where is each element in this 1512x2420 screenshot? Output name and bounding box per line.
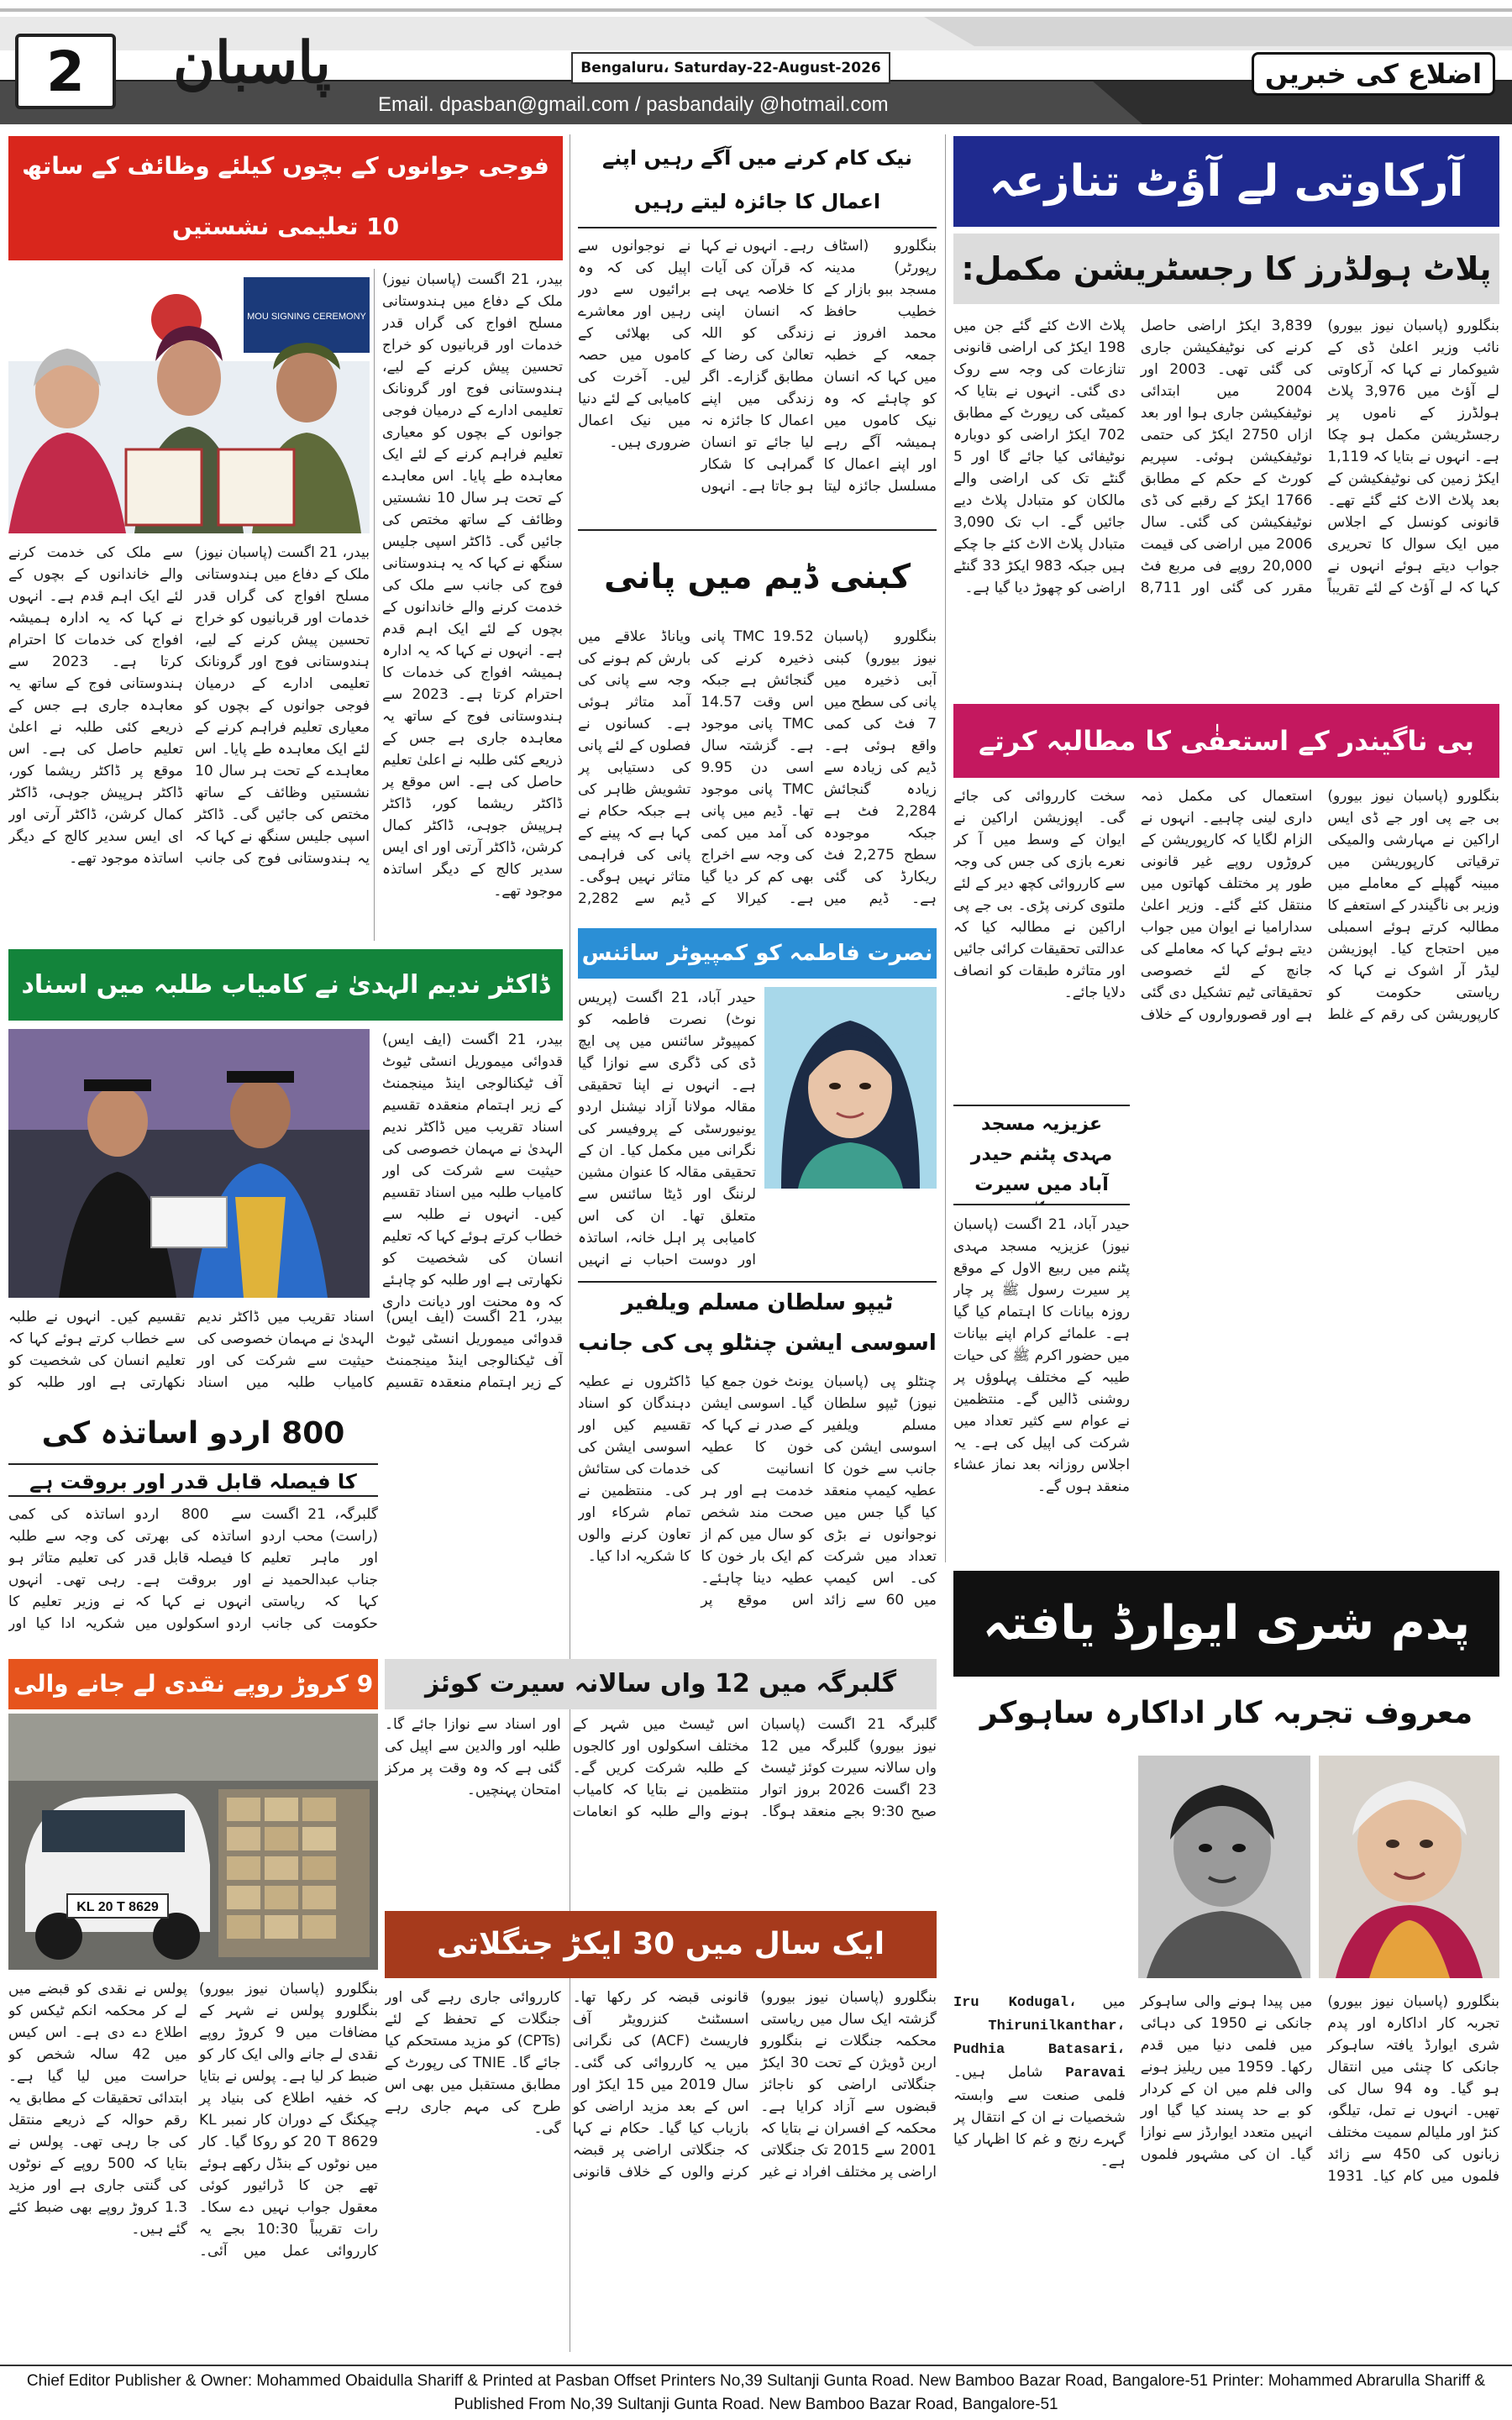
nusrat-body: حیدر آباد، 21 اگست (پریس نوٹ) نصرت فاطمہ کو کمپیوٹر سائنس میں پی ایچ ڈی کی ڈگری سے نوازا گیا ہے۔ انہوں نے اپنا تحقیقی مقالہ مولانا آزاد نیشنل اردو یونیورسٹی کے پروفیسر کی نگرانی میں مکمل کیا۔ ان کے تحقیقی مقالہ کا عنوان مشین لرننگ اور ڈیٹا سائنس سے متعلق تھا۔ ان کی اس کامیابی پر اہل خانہ، اساتذہ اور دوست احباب نے انہیں [578, 990, 756, 1268]
date-line: Bengaluru، Saturday-22-August-2026 [571, 52, 890, 84]
padma-body-2: شامل ہیں۔ فلمی صنعت سے وابستہ شخصیات نے ان کے انتقال پر گہرے رنج و غم کا اظہار کیا ہے۔ [953, 2064, 1126, 2170]
column-divider [374, 269, 375, 941]
footer-line-2: Published From No,39 Sultanji Gunta Road. New Bamboo Bazar Road, Bangalore-51 [454, 2396, 1058, 2413]
cash-body: بنگلورو (پاسبان نیوز بیورو) بنگلورو پولس نے شہر کے مضافات میں 9 کروڑ روپے نقدی لے جانے والی ایک کار کو ضبط کر لیا ہے۔ پولس نے بتایا کہ خفیہ اطلاع کی بنیاد پر چیکنگ کے دوران کار نمبر KL 20 T 8629 کو روکا گیا۔ کار میں نوٹوں کے بنڈل رکھے ہوئے تھے جن کا ڈرائیور کوئی معقول جواب نہیں دے سکا۔ رات تقریباً 10:30 بجے یہ کارروائی عمل میں آئی۔ پولس نے نقدی کو قبضے میں لے کر محکمہ انکم ٹیکس کو اطلاع دے دی ہے۔ اس کیس میں 42 سالہ شخص کو حراست میں لیا گیا ہے۔ ابتدائی تحقیقات کے مطابق یہ رقم حوالہ کے ذریعے منتقل کی جا رہی تھی۔ پولس نے بتایا کہ 500 روپے کے نوٹوں کی گنتی جاری ہے اور مزید 1.3 کروڑ روپے بھی ضبط کئے گئے ہیں۔ [8, 1981, 378, 2260]
footer-imprint [0, 2365, 1512, 2420]
convocation-body-bottom: بیدر، 21 اگست (ایف ایس) قدوائی میموریل انسٹی ٹیوٹ آف ٹیکنالوجی اینڈ مینجمنٹ کے زیر اہتمام منعقدہ تقسیم اسناد تقریب میں ڈاکٹر ندیم الہدیٰ نے مہمان خصوصی کی حیثیت سے شرکت کی اور کامیاب طلبہ میں اسناد تقسیم کیں۔ انہوں نے طلبہ سے خطاب کرتے ہوئے کہا کہ تعلیم انسان کی شخصیت کو نکھارتی ہے اور طلبہ کو [8, 1309, 563, 1391]
tipu-body: چنٹلو پی (پاسبان نیوز) ٹیپو سلطان مسلم ویلفیر اسوسی ایشن کی جانب سے خون کا عطیہ کیمپ منعقد کیا گیا جس میں نوجوانوں نے بڑی تعداد میں شرکت کی۔ اس کیمپ میں 60 سے زائد یونٹ خون جمع کیا گیا۔ اسوسی ایشن کے صدر نے کہا کہ خون کا عطیہ انسانیت کی خدمت ہے اور ہر صحت مند شخص کو سال میں کم از کم ایک بار خون کا عطیہ دینا چاہئے۔ اس موقع پر ڈاکٹروں نے عطیہ دہندگان کو اسناد تقسیم کیں اور اسوسی ایشن کی خدمات کی ستائش کی۔ منتظمین نے تمام شرکاء اور تعاون کرنے والوں کا شکریہ ادا کیا۔ [578, 1373, 937, 1609]
army-body-right: بیدر، 21 اگست (پاسبان نیوز) ملک کے دفاع میں ہندوستانی مسلح افواج کی گراں قدر خدمات اور قربانیوں کو خراج تحسین پیش کرنے کے لیے، ہندوستانی فوج اور گرونانک تعلیمی ادارے کے درمیان فوجی جوانوں کے بچوں کو معیاری تعلیم فراہم کرنے کے لئے ایک معاہدہ طے پایا۔ اس معاہدے کے تحت ہر سال 10 نشستیں وظائف کے ساتھ مختص کی جائیں گی۔ ڈاکٹر اسپی جلیس سنگھ نے کہا کہ یہ ہندوستانی فوج کی جانب سے ملک کی خدمت کرنے والے خاندانوں کے بچوں کے لئے ایک اہم قدم ہے۔ انہوں نے کہا کہ یہ ادارہ ہمیشہ افواج کی خدمات کا احترام کرتا ہے۔ 2023 سے ہندوستانی فوج کے ساتھ یہ معاہدہ جاری ہے جس کے ذریعے کئی طلبہ نے اعلیٰ تعلیم حاصل کی ہے۔ اس موقع پر ڈاکٹر ریشما کور، ڈاکٹر ہرپیش جوہی، ڈاکٹر کمال کرشن، ڈاکٹر آرتی اور ای ایس سدیر کالج کے دیگر اساتذہ موجود تھے۔ [382, 271, 563, 900]
sahukar-janaki-vintage-photo [1138, 1756, 1310, 1978]
neki-body: بنگلورو (اسٹاف رپورٹر) مدینہ مسجد ببو بازار کے خطیب حافظ محمد افروز نے جمعہ کے خطبہ میں کہا کہ انسان کو چاہئے کہ وہ نیک کاموں میں ہمیشہ آگے رہے اور اپنے اعمال کا مسلسل جائزہ لیتا رہے۔ انہوں نے کہا کہ قرآن کی آیات کا خلاصہ یہی ہے کہ انسان اپنی زندگی کو اللہ تعالیٰ کی رضا کے مطابق گزارے۔ اگر زندگی میں اپنے اعمال کا جائزہ نہ لیا جائے تو انسان گمراہی کا شکار ہو جاتا ہے۔ انہوں نے نوجوانوں سے اپیل کی کہ وہ برائیوں سے دور رہیں اور معاشرے کی بھلائی کے کاموں میں حصہ لیں۔ آخرت کی کامیابی کے لئے دنیا میں نیک اعمال ضروری ہیں۔ [578, 238, 937, 495]
forest-headline: ایک سال میں 30 ایکڑ جنگلاتی [385, 1911, 937, 1978]
seerat-body: حیدر آباد، 21 اگست (پاسبان نیوز) عزیزیہ مسجد مہدی پٹنم میں ربیع الاول کے موقع پر سیرت رسول ﷺ پر چار روزہ بیانات کا اہتمام کیا گیا ہے۔ علمائے کرام اپنے بیانات میں حضور اکرم ﷺ کی حیات طیبہ کے مختلف پہلوؤں پر روشنی ڈالیں گے۔ منتظمین نے عوام سے کثیر تعداد میں شرکت کی اپیل کی ہے۔ یہ اجلاس روزانہ بعد نماز عشاء منعقد ہوں گے۔ [953, 1214, 1130, 1550]
email-line: Email. dpasban@gmail.com / pasbandaily @hotmail.com [378, 93, 889, 116]
teachers-subhead: کا فیصلہ قابل قدر اور بروقت ہے [8, 1463, 378, 1497]
footer-line-1: Chief Editor Publisher & Owner: Mohammed Obaidulla Shariff & Printed at Pasban Offset Printers No,39 Sultanji Gunta Road. New Bamboo Bazar Road, Bangalore-51 Printer: Mohammed Abrarulla Shariff & [26, 2372, 1486, 2390]
arkavathy-body: بنگلورو (پاسبان نیوز بیورو) نائب وزیر اعلیٰ ڈی کے شیوکمار نے کہا کہ آرکاوتی لے آؤٹ میں 3,976 پلاٹ ہولڈرز کے ناموں پر رجسٹریشن مکمل ہو چکا ہے۔ انہوں نے بتایا کہ 1,119 ایکڑ زمین کی نوٹیفکیشن کے بعد پلاٹ الاٹ کئے گئے تھے۔ قانونی کونسل کے اجلاس میں ایک سوال کا تحریری جواب دیتے ہوئے انہوں نے کہا کہ لے آؤٹ کے لئے تقریباً 3,839 ایکڑ اراضی حاصل کرنے کی نوٹیفکیشن جاری کی گئی تھی۔ 2003 اور 2004 میں ابتدائی نوٹیفکیشن جاری ہوا اور بعد ازاں 2750 ایکڑ کی حتمی نوٹیفکیشن ہوئی۔ سپریم کورٹ کے حکم کے مطابق 1766 ایکڑ کے رقبے کی ڈی نوٹیفکیشن کی گئی۔ سال 2006 میں اراضی کی قیمت 20,000 روپے فی مربع فٹ مقرر کی گئی اور 8,711 پلاٹ الاٹ کئے گئے جن میں 198 ایکڑ کی اراضی قانونی تنازعات کی وجہ سے روک دی گئی۔ انہوں نے بتایا کہ کمیٹی کی رپورٹ کے مطابق 702 ایکڑ اراضی کو دوبارہ نوٹیفائی کیا جائے گا اور 5 گنٹے تک کی اراضی والے مالکان کو متبادل پلاٹ دیے جائیں گے۔ اب تک 3,090 متبادل پلاٹ الاٹ کئے جا چکے ہیں جبکہ 983 ایکڑ 33 گنٹے اراضی کو چھوڑ دیا گیا ہے۔ [953, 318, 1499, 596]
mou-banner-text: MOU SIGNING CEREMONY [247, 312, 366, 322]
neki-headline [578, 136, 937, 228]
cash-car-photo [8, 1714, 378, 1970]
padma-headline: پدم شری ایوارڈ یافتہ [953, 1571, 1499, 1677]
section-tag: اضلاع کی خبریں [1252, 52, 1495, 96]
tipu-headline: ٹیپو سلطان مسلم ویلفیر اسوسی ایشن چنٹلو پی کی جانب [578, 1281, 937, 1365]
arkavathy-headline: آرکاوتی لے آؤٹ تنازعہ [953, 136, 1499, 227]
gulbarga-headline: گلبرگہ میں 12 واں سالانہ سیرت کوئز [385, 1659, 937, 1709]
nagendra-body: بنگلورو (پاسبان نیوز بیورو) بی جے پی اور جے ڈی ایس اراکین نے مہارشی والمیکی ترقیاتی کارپوریشن میں مبینہ گھپلے کے معاملے میں وزیر بی ناگیندر کے استعفے کا مطالبہ کرتے ہوئے اسمبلی میں احتجاج کیا۔ اپوزیشن لیڈر آر اشوک نے کہا کہ ریاستی حکومت کو کارپوریشن کی رقم کے غلط استعمال کی مکمل ذمہ داری لینی چاہیے۔ انہوں نے الزام لگایا کہ کارپوریشن کے کروڑوں روپے غیر قانونی طور پر مختلف کھاتوں میں منتقل کئے گئے۔ وزیر اعلیٰ سدارامیا نے ایوان میں جواب دیتے ہوئے کہا کہ معاملے کی جانچ کے لئے خصوصی تحقیقاتی ٹیم تشکیل دی گئی ہے اور قصورواروں کے خلاف سخت کارروائی کی جائے گی۔ اپوزیشن اراکین نے ایوان کے وسط میں آ کر نعرے بازی کی جس کی وجہ سے کارروائی کچھ دیر کے لئے ملتوی کرنی پڑی۔ بی جے پی اراکین نے مطالبہ کیا کہ عدالتی تحقیقات کرائی جائیں اور متاثرہ طبقات کو انصاف دلایا جائے۔ [953, 788, 1499, 1023]
teachers-body: گلبرگہ، 21 اگست (راست) محب اردو اور ماہر تعلیم جناب عبدالحمید نے کہا کہ ریاستی حکومت کی جانب سے 800 اردو اساتذہ کی بھرتی کا فیصلہ قابل قدر اور بروقت ہے۔ انہوں نے کہا کہ اردو اسکولوں میں اساتذہ کی کمی کی وجہ سے طلبہ کی تعلیم متاثر ہو رہی تھی۔ انہوں نے وزیر تعلیم کا شکریہ ادا کیا اور [8, 1506, 378, 1632]
kabini-body: بنگلورو (پاسبان نیوز بیورو) کبنی آبی ذخیرہ میں پانی کی سطح میں 7 فٹ کی کمی واقع ہوئی ہے۔ ڈیم کی زیادہ سے زیادہ گنجائش 2,284 فٹ ہے جبکہ موجودہ سطح 2,275 فٹ ریکارڈ کی گئی ہے۔ ڈیم میں 19.52 TMC پانی ذخیرہ کرنے کی گنجائش ہے جبکہ اس وقت 14.57 TMC پانی موجود ہے۔ گزشتہ سال اسی دن 9.95 TMC پانی موجود تھا۔ ڈیم میں پانی کی آمد میں کمی کی وجہ سے اخراج بھی کم کر دیا گیا ہے۔ کیرالا کے ویاناڈ علاقے میں بارش کم ہونے کی وجہ سے پانی کی آمد متاثر ہوئی ہے۔ کسانوں نے فصلوں کے لئے پانی کی دستیابی پر تشویش ظاہر کی ہے جبکہ حکام نے کہا ہے کہ پینے کے پانی کی فراہمی متاثر نہیں ہوگی۔ ڈیم سے 2,282 [578, 628, 937, 907]
kabini-headline: کبنی ڈیم میں پانی [578, 529, 937, 622]
convocation-body-right: بیدر، 21 اگست (ایف ایس) قدوائی میموریل انسٹی ٹیوٹ آف ٹیکنالوجی اینڈ مینجمنٹ کے زیر اہتمام منعقدہ تقسیم اسناد تقریب میں ڈاکٹر ندیم الہدیٰ نے مہمان خصوصی کی حیثیت سے شرکت کی اور کامیاب طلبہ میں اسناد تقسیم کیں۔ انہوں نے طلبہ سے خطاب کرتے ہوئے کہا کہ تعلیم انسان کی شخصیت کو نکھارتی ہے اور طلبہ کو چاہئے کہ وہ محنت اور دیانت داری [382, 1032, 563, 1310]
car-plate-text: KL 20 T 8629 [76, 1900, 159, 1914]
army-headline: فوجی جوانوں کے بچوں کیلئے وظائف کے ساتھ 10 تعلیمی نشستیں [22, 152, 549, 240]
forest-body: بنگلورو (پاسبان نیوز بیورو) گزشتہ ایک سال میں ریاستی محکمہ جنگلات نے بنگلورو اربن ڈویژن کے تحت 30 ایکڑ جنگلاتی اراضی کو ناجائز قبضوں سے آزاد کرایا ہے۔ محکمہ کے افسران نے بتایا کہ 2001 سے 2015 تک جنگلاتی اراضی پر مختلف افراد نے غیر قانونی قبضہ کر رکھا تھا۔ اسسٹنٹ کنزرویٹر آف فاریسٹ (ACF) کی نگرانی میں یہ کارروائی کی گئی۔ سال 2019 میں 15 ایکڑ اور اس کے بعد مزید اراضی کو بازیاب کیا گیا۔ حکام نے کہا کہ جنگلاتی اراضی پر قبضہ کرنے والوں کے خلاف قانونی کارروائی جاری رہے گی اور جنگلات کے تحفظ کے لئے (CPTs) کو مزید مستحکم کیا جائے گا۔ TNIE کی رپورٹ کے مطابق مستقبل میں بھی اس طرح کی مہم جاری رہے گی۔ [385, 1989, 937, 2181]
army-subhead [8, 257, 563, 260]
padma-body: بنگلورو (پاسبان نیوز بیورو) تجربہ کار اداکارہ اور پدم شری ایوارڈ یافتہ ساہوکر جانکی کا چنئی میں انتقال ہو گیا۔ وہ 94 سال کی تھیں۔ انہوں نے تمل، تیلگو، کنڑ اور ملیالم سمیت مختلف زبانوں کی 450 سے زائد فلموں میں کام کیا۔ 1931 میں پیدا ہونے والی ساہوکر جانکی نے 1950 کی دہائی میں فلمی دنیا میں قدم رکھا۔ 1959 میں ریلیز ہونے والی فلم میں ان کے کردار کو بے حد پسند کیا گیا اور انہیں متعدد ایوارڈز سے نوازا گیا۔ ان کی مشہور فلموں میں [1102, 1993, 1499, 2185]
nagendra-headline: بی ناگیندر کے استعفٰی کا مطالبہ کرتے [953, 704, 1499, 778]
convocation-photo [8, 1029, 370, 1298]
sahukar-janaki-recent-photo [1319, 1756, 1499, 1978]
teachers-headline: 800 اردو اساتذہ کی [41, 1416, 345, 1451]
army-body-left: بیدر، 21 اگست (پاسبان نیوز) ملک کے دفاع میں ہندوستانی مسلح افواج کی گراں قدر خدمات اور قربانیوں کو خراج تحسین پیش کرنے کے لیے، ہندوستانی فوج اور گرونانک تعلیمی ادارے کے درمیان فوجی جوانوں کے بچوں کو معیاری تعلیم فراہم کرنے کے لئے ایک معاہدہ طے پایا۔ اس معاہدے کے تحت ہر سال 10 نشستیں وظائف کے ساتھ مختص کی جائیں گی۔ ڈاکٹر اسپی جلیس سنگھ نے کہا کہ یہ ہندوستانی فوج کی جانب سے ملک کی خدمت کرنے والے خاندانوں کے بچوں کے لئے ایک اہم قدم ہے۔ انہوں نے کہا کہ یہ ادارہ ہمیشہ افواج کی خدمات کا احترام کرتا ہے۔ 2023 سے ہندوستانی فوج کے ساتھ یہ معاہدہ جاری ہے جس کے ذریعے کئی طلبہ نے اعلیٰ تعلیم حاصل کی ہے۔ اس موقع پر ڈاکٹر ریشما کور، ڈاکٹر ہرپیش جوہی، ڈاکٹر کمال کرشن، ڈاکٹر آرتی اور ای ایس سدیر کالج کے دیگر اساتذہ موجود تھے۔ [8, 544, 370, 867]
page-number: 2 [15, 34, 116, 109]
arkavathy-subhead: پلاٹ ہولڈرز کا رجسٹریشن مکمل: [953, 234, 1499, 304]
column-divider [945, 134, 946, 1562]
neki-subhead [578, 223, 937, 228]
masthead-logo: پاسبان [173, 29, 331, 97]
padma-film-names: Iru Kodugal، Thirunilkanthar، Pudhia Batasari، Paravai [953, 1995, 1126, 2081]
convocation-headline: ڈاکٹر ندیم الہدیٰ نے کامیاب طلبہ میں اسناد [8, 949, 563, 1021]
cash-headline: 9 کروڑ روپے نقدی لے جانے والی [8, 1659, 378, 1709]
mou-signing-photo [8, 269, 370, 533]
neki-title: نیک کام کرنے میں آگے رہیں اپنے اعمال کا جائزہ لیتے رہیں [602, 146, 912, 213]
nusrat-headline: نصرت فاطمہ کو کمپیوٹر سائنس [578, 928, 937, 979]
nusrat-fatima-photo [764, 987, 937, 1189]
army-headline-box [8, 136, 563, 260]
padma-body-block [953, 1991, 1499, 2352]
padma-subhead: معروف تجربہ کار اداکارہ ساہوکر [979, 1696, 1473, 1730]
seerat-headline: عزیزیہ مسجد مہدی پٹنم حیدر آباد میں سیرت [953, 1105, 1130, 1205]
gulbarga-body: گلبرگہ 21 اگست (پاسبان نیوز بیورو) گلبرگہ میں 12 واں سالانہ سیرت کوئز ٹیسٹ 23 اگست 2026 بروز اتوار صبح 9:30 بجے منعقد ہوگا۔ اس ٹیسٹ میں شہر کے مختلف اسکولوں اور کالجوں کے طلبہ شرکت کریں گے۔ منتظمین نے بتایا کہ کامیاب ہونے والے طلبہ کو انعامات اور اسناد سے نوازا جائے گا۔ طلبہ اور والدین سے اپیل کی گئی ہے کہ وہ وقت پر مرکز امتحان پہنچیں۔ [385, 1716, 937, 1820]
